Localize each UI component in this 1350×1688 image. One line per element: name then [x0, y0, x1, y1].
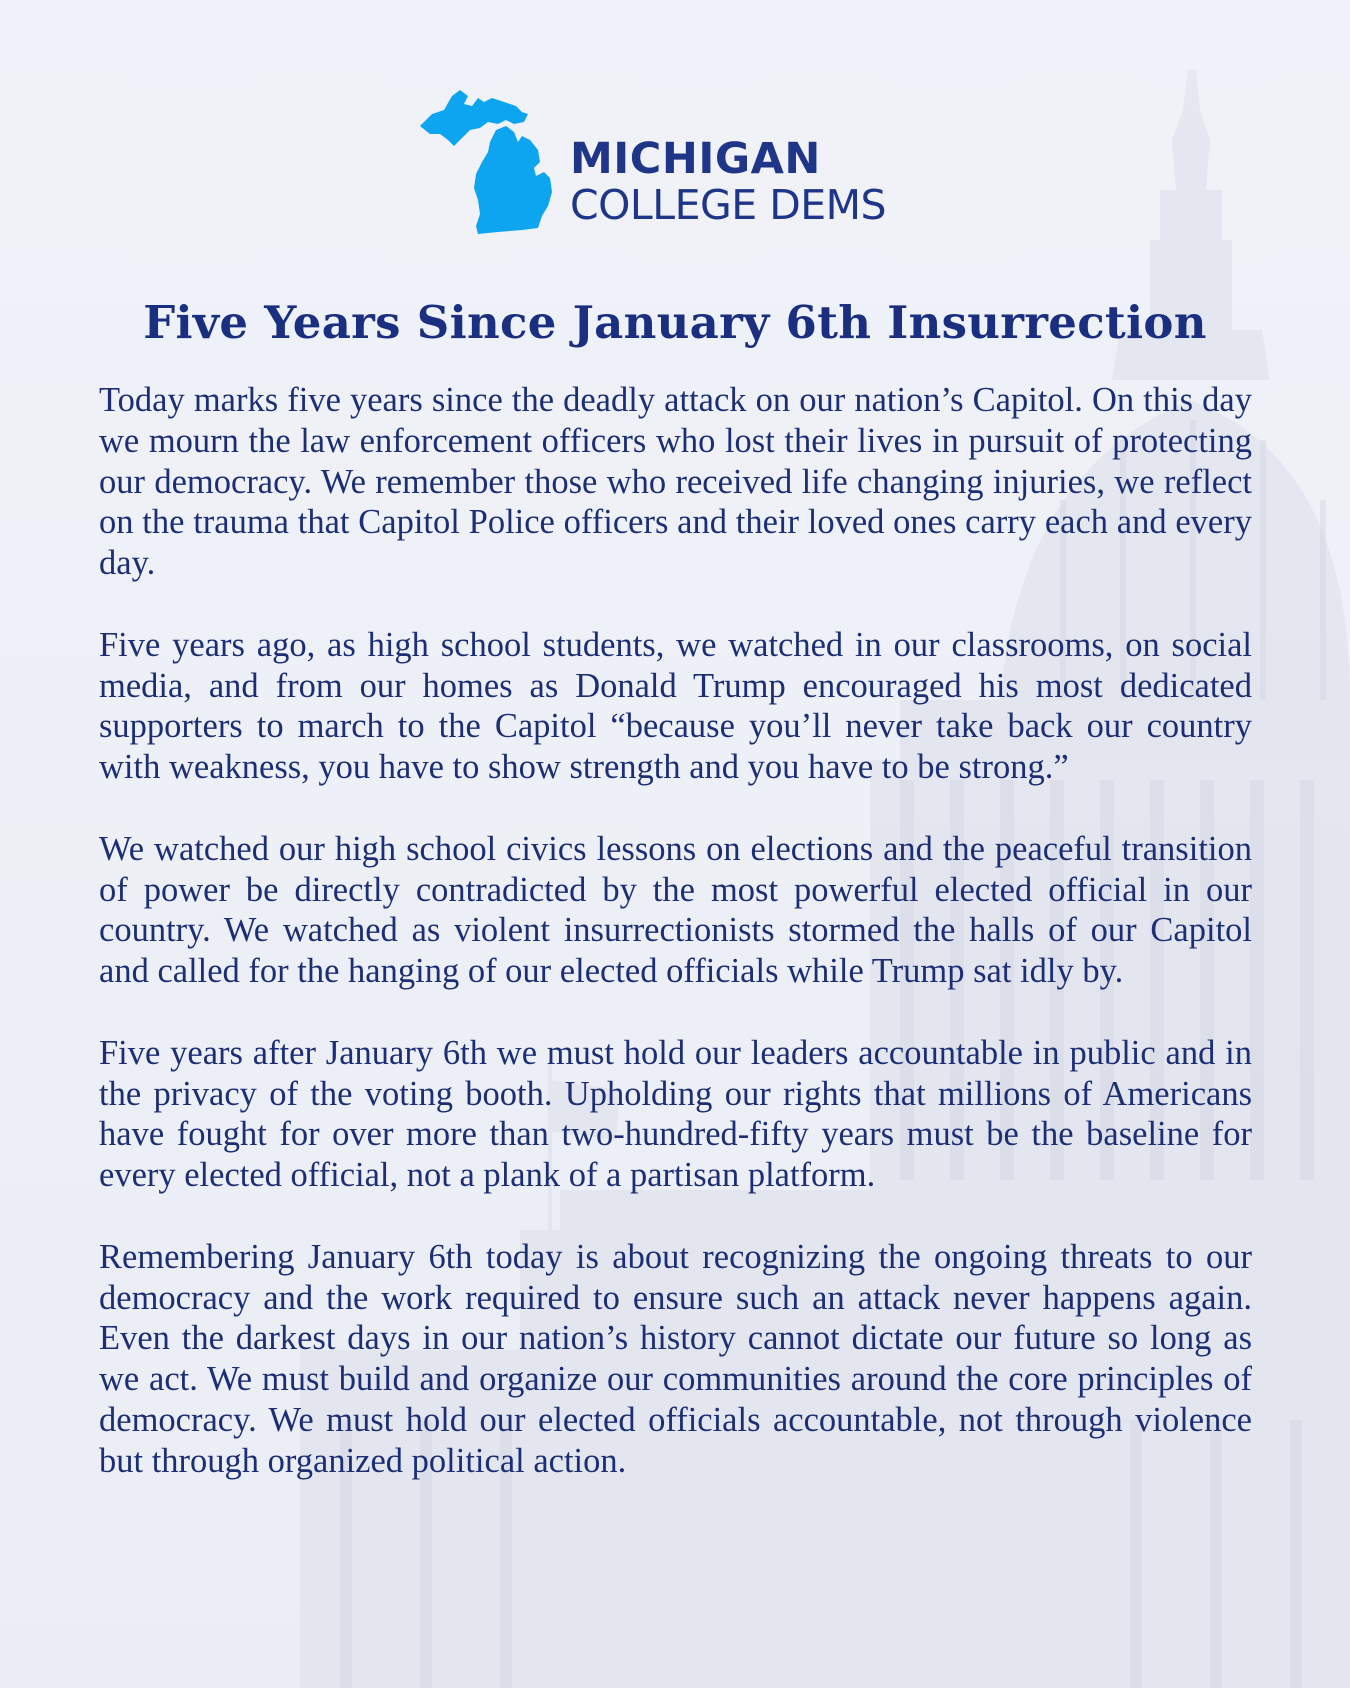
paragraph-5: Remembering January 6th today is about recognizing the ongoing threats to our democracy and the work required to ensure such an attack never happens again. Even the darkest days in our nation’s history cannot dictate our future so long as we act. We must build and organize our communities around the core principles of democracy. We must hold our elected officials accountable, not through violence but through organized political action.: [99, 1237, 1252, 1480]
org-logo: [418, 84, 938, 244]
paragraph-4: Five years after January 6th we must hold our leaders accountable in public and in the privacy of the voting booth. Upholding our rights that millions of Americans have fought for over more than two-hundred-fifty years must be the baseline for every elected official, not a plank of a partisan platform.: [99, 1033, 1252, 1195]
paragraph-2: Five years ago, as high school students, we watched in our classrooms, on social media, and from our homes as Donald Trump encouraged his most dedicated supporters to march to the Capitol “because you’ll never take back our country with weakness, you have to show strength and you have to be strong.”: [99, 625, 1252, 787]
logo-line-college-dems: COLLEGE DEMS: [570, 181, 887, 229]
logo-line-michigan: MICHIGAN: [570, 134, 821, 184]
logo-wordmark: [570, 134, 887, 229]
michigan-map-icon: [418, 84, 568, 244]
statement-body: [99, 380, 1252, 1522]
page-title: Five Years Since January 6th Insurrection: [143, 296, 1207, 349]
paragraph-3: We watched our high school civics lessons on elections and the peaceful transition of power be directly contradicted by the most powerful elected official in our country. We watched as violent insurrectionists stormed the halls of our Capitol and called for the hanging of our elected officials while Trump sat idly by.: [99, 829, 1252, 991]
paragraph-1: Today marks five years since the deadly attack on our nation’s Capitol. On this day we mourn the law enforcement officers who lost their lives in pursuit of protecting our democracy. We remember those who received life changing injuries, we reflect on the trauma that Capitol Police officers and their loved ones carry each and every day.: [99, 381, 1252, 583]
